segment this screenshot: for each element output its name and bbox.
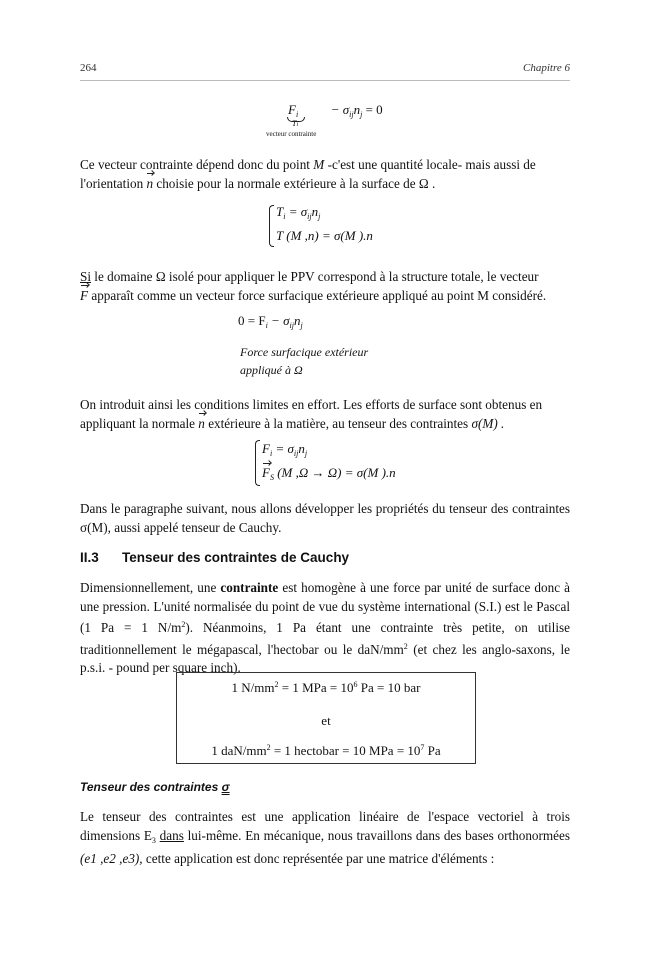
paragraph-5: Dimensionnellement, une contrainte est homogène à une force par unité de surface donc à une pression. L'unité normalisée du point de vue du système international (S.I.) est le Pascal (1 Pa = 1 $N/m^2$). Néanmoins, 1 Pa étant une contrainte très petite, on utilise traditionnellement le mégapascal, l'hectobar ou le daN/$mm^2$ (et chez les anglo-saxons, le p.s.i. - pound per square inch). xyxy=(80,580,570,675)
subheading: Tenseur des contraintes σ xyxy=(80,780,230,794)
equation-2-line-1: $T_i = \sigma_{ij}n_j$ xyxy=(276,204,321,221)
chapter-title: Chapitre 6 xyxy=(523,62,570,74)
equation-3-note-2: appliqué à Ω xyxy=(240,363,303,377)
paragraph-1: Ce vecteur contrainte dépend donc du point M -c'est une quantité locale- mais aussi de l'orientation n choisie pour la normale extérieure à la surface de Ω . xyxy=(80,156,570,193)
paragraph-2: Si le domaine Ω isolé pour appliquer le PPV correspond à la structure totale, le vecteur F apparaît comme un vecteur force surfacique extérieure appliqué au point M considéré. xyxy=(80,268,570,305)
system-brace-2 xyxy=(255,440,260,486)
section-heading xyxy=(80,550,349,565)
header-rule xyxy=(80,80,570,81)
underbrace-label: Ti xyxy=(292,119,299,128)
system-brace-1 xyxy=(269,205,274,247)
equation-1: $F_i - \sigma_{ij}n_j = 0$ xyxy=(288,102,383,119)
units-box xyxy=(176,672,476,764)
equation-4-line-1: $F_i = \sigma_{ij}n_j$ xyxy=(262,441,308,458)
equation-2-line-2: T (M ,n) = σ(M ).n xyxy=(276,228,373,243)
underbrace-note: vecteur contrainte xyxy=(266,130,317,138)
section-title: Tenseur des contraintes de Cauchy xyxy=(122,550,350,565)
units-line-2: 1 daN/$mm^2 = 1$ hectobar = 10 MPa = $10^7$ Pa xyxy=(211,743,441,758)
equation-3: $0 = F_i - \sigma_{ij}n_j$ xyxy=(238,313,303,330)
page-number: 264 xyxy=(80,62,97,74)
section-number: II.3 xyxy=(80,550,99,565)
equation-3-note-1: Force surfacique extérieur xyxy=(240,345,369,359)
paragraph-6: Le tenseur des contraintes est une application linéaire de l'espace vectoriel à trois dimensions $E_3$ dans lui-même. En mécanique, nous travaillons dans des bases orthonormées (e1 ,e2 ,e3), cette application est donc représentée par une matrice d'éléments : xyxy=(80,809,571,866)
equation-4-line-2: $F_S$ (M ,Ω → Ω) = σ(M ).n xyxy=(262,465,396,482)
paragraph-4: Dans le paragraphe suivant, nous allons développer les propriétés du tenseur des contraintes σ(M), aussi appelé tenseur de Cauchy. xyxy=(80,501,570,535)
units-middle: et xyxy=(321,713,331,728)
units-line-1: 1 $N/mm^2 = 1$ MPa = $10^6$ Pa = 10 bar xyxy=(231,680,421,695)
paragraph-3: On introduit ainsi les conditions limites en effort. Les efforts de surface sont obtenus en appliquant la normale n extérieure à la matière, au tenseur des contraintes σ(M) . xyxy=(80,396,570,433)
